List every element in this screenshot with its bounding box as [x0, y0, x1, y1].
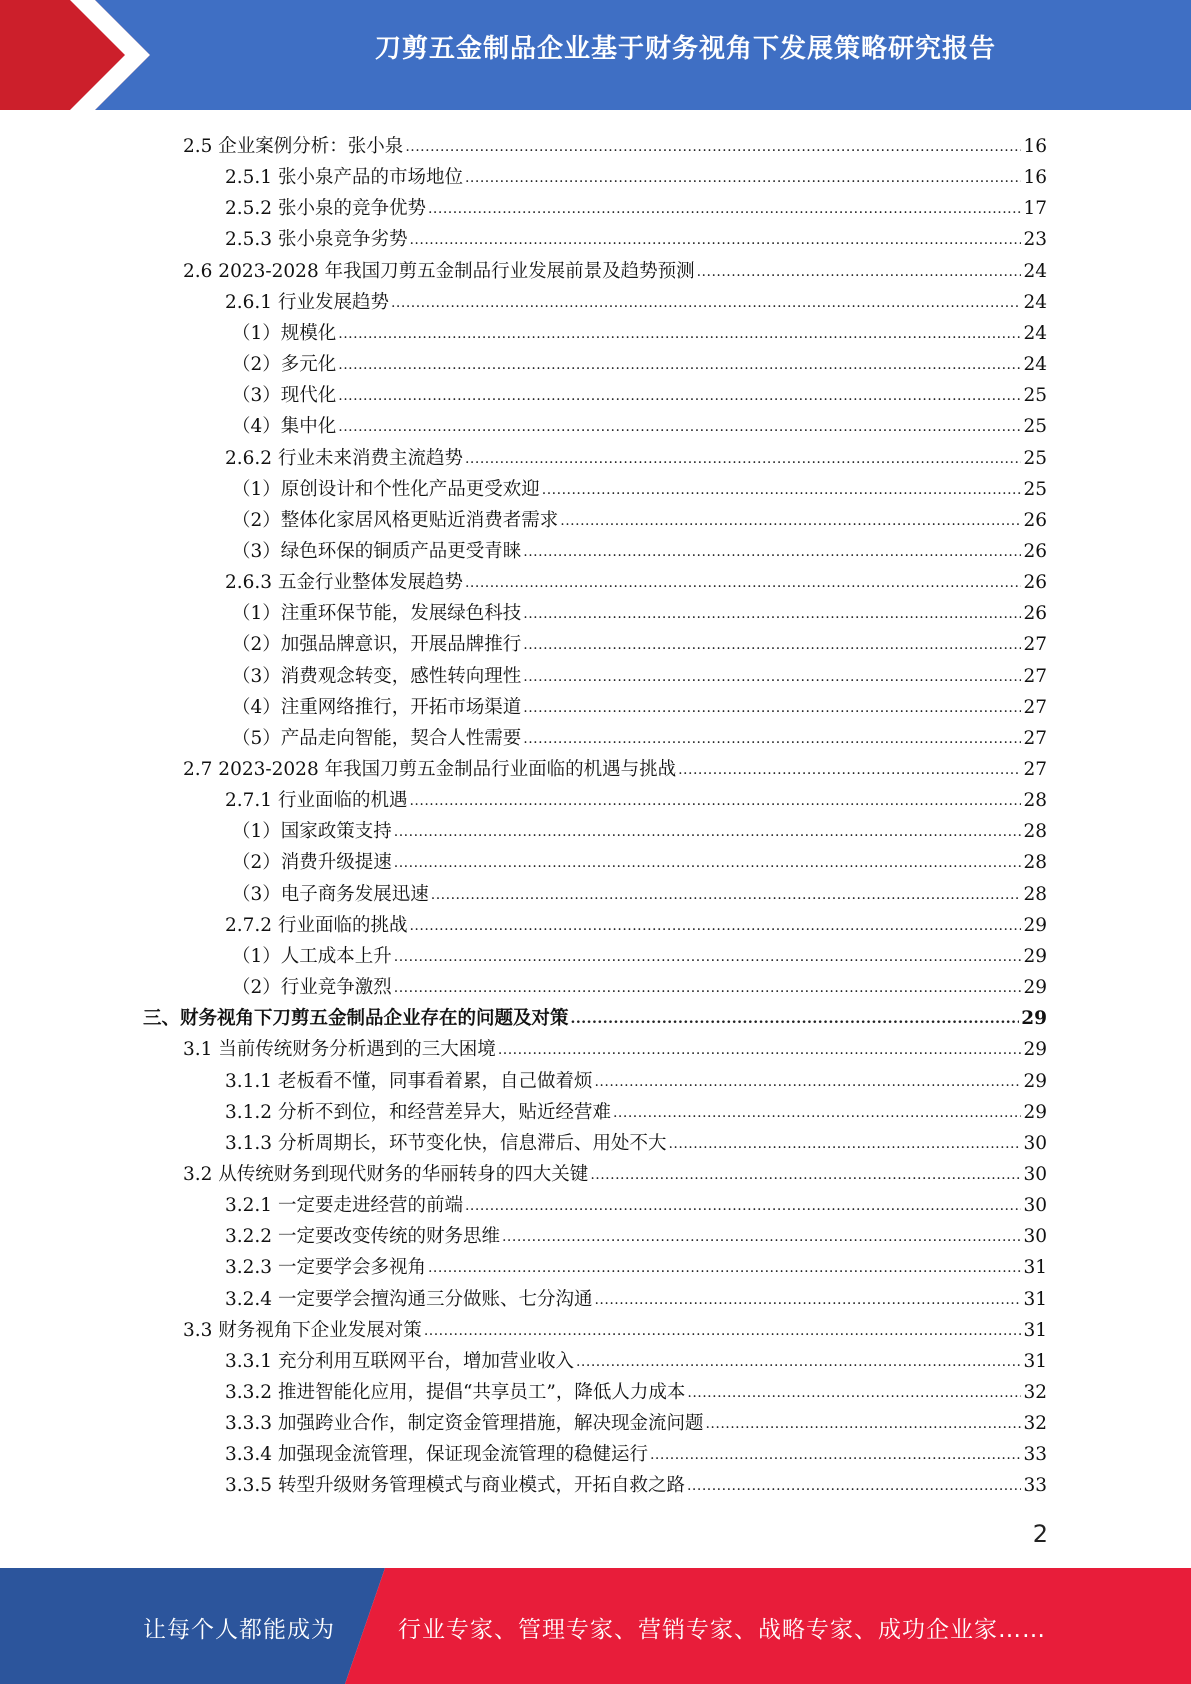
toc-entry[interactable] — [183, 253, 1047, 283]
toc-entry-page: 27 — [1023, 727, 1047, 749]
toc-entry[interactable] — [232, 533, 1047, 563]
toc-entry[interactable] — [225, 907, 1047, 937]
toc-leader-dots — [465, 451, 1021, 467]
toc-entry-page: 25 — [1023, 447, 1047, 469]
toc-entry[interactable] — [225, 564, 1047, 594]
toc-leader-dots — [394, 824, 1022, 840]
toc-entry[interactable] — [232, 377, 1047, 407]
toc-entry-page: 33 — [1023, 1444, 1047, 1466]
toc-entry[interactable] — [225, 221, 1047, 251]
toc-entry[interactable] — [225, 1467, 1047, 1497]
toc-leader-dots — [613, 1105, 1021, 1121]
toc-entry[interactable] — [183, 751, 1047, 781]
toc-leader-dots — [338, 357, 1021, 373]
toc-entry[interactable] — [225, 1094, 1047, 1124]
toc-entry-label: （4）注重网络推行，开拓市场渠道 — [232, 696, 522, 718]
toc-entry-label: 2.5.2 张小泉的竞争优势 — [225, 198, 426, 220]
toc-leader-dots — [678, 762, 1021, 778]
toc-leader-dots — [428, 201, 1021, 217]
toc-entry-label: 3.1.2 分析不到位，和经营差异大，贴近经营难 — [225, 1101, 611, 1123]
toc-leader-dots — [542, 482, 1022, 498]
toc-entry-label: 3.1.3 分析周期长，环节变化快，信息滞后、用处不大 — [225, 1132, 667, 1154]
toc-leader-dots — [560, 513, 1021, 529]
toc-entry[interactable] — [232, 502, 1047, 532]
toc-entry-page: 27 — [1023, 634, 1047, 656]
toc-entry[interactable] — [232, 626, 1047, 656]
toc-entry-label: 2.6.2 行业未来消费主流趋势 — [225, 447, 463, 469]
toc-leader-dots — [594, 1292, 1021, 1308]
toc-leader-dots — [523, 731, 1021, 747]
toc-entry-label: （2）多元化 — [232, 354, 337, 376]
toc-entry-page: 24 — [1023, 354, 1047, 376]
toc-leader-dots — [391, 295, 1021, 311]
toc-leader-dots — [338, 419, 1021, 435]
toc-entry[interactable] — [232, 844, 1047, 874]
toc-entry[interactable] — [232, 658, 1047, 688]
toc-entry-page: 26 — [1023, 509, 1047, 531]
toc-entry[interactable] — [232, 315, 1047, 345]
toc-entry-page: 16 — [1023, 167, 1047, 189]
toc-entry[interactable] — [225, 284, 1047, 314]
toc-entry-page: 28 — [1023, 883, 1047, 905]
toc-entry[interactable] — [183, 1156, 1047, 1186]
toc-entry-label: （3）电子商务发展迅速 — [232, 883, 429, 905]
toc-entry-label: 2.6.3 五金行业整体发展趋势 — [225, 572, 463, 594]
page-header — [0, 0, 1191, 110]
toc-entry-label: 2.6 2023-2028 年我国刀剪五金制品行业发展前景及趋势预测 — [183, 260, 695, 282]
toc-entry[interactable] — [232, 938, 1047, 968]
toc-entry[interactable] — [232, 471, 1047, 501]
toc-entry-label: 2.5.1 张小泉产品的市场地位 — [225, 167, 463, 189]
toc-entry-label: 3.2.3 一定要学会多视角 — [225, 1257, 426, 1279]
toc-entry-label: 2.7.1 行业面临的机遇 — [225, 790, 408, 812]
toc-entry-label: （2）消费升级提速 — [232, 852, 392, 874]
toc-leader-dots — [523, 606, 1021, 622]
toc-leader-dots — [409, 793, 1021, 809]
toc-entry[interactable] — [183, 1031, 1047, 1061]
toc-entry-page: 29 — [1023, 1101, 1047, 1123]
toc-entry-page: 30 — [1023, 1195, 1047, 1217]
toc-leader-dots — [687, 1478, 1021, 1494]
toc-entry-page: 29 — [1023, 945, 1047, 967]
toc-entry-label: 三、财务视角下刀剪五金制品企业存在的问题及对策 — [143, 1008, 569, 1030]
toc-leader-dots — [394, 855, 1022, 871]
toc-entry-page: 31 — [1023, 1350, 1047, 1372]
toc-entry-page: 29 — [1023, 914, 1047, 936]
toc-entry-page: 16 — [1023, 136, 1047, 157]
toc-entry[interactable] — [225, 1405, 1047, 1435]
toc-entry-page: 25 — [1023, 416, 1047, 438]
footer-slogan-right: 行业专家、管理专家、营销专家、战略专家、成功企业家…… — [398, 1617, 1046, 1643]
toc-entry[interactable] — [225, 1063, 1047, 1093]
toc-entry-page: 31 — [1023, 1288, 1047, 1310]
toc-entry-page: 29 — [1021, 1008, 1047, 1030]
toc-leader-dots — [705, 1416, 1021, 1432]
toc-leader-dots — [687, 1385, 1021, 1401]
toc-entry-label: 2.5.3 张小泉竞争劣势 — [225, 229, 408, 251]
toc-entry-label: （1）注重环保节能，发展绿色科技 — [232, 603, 522, 625]
toc-entry-label: （2）整体化家居风格更贴近消费者需求 — [232, 509, 559, 531]
toc-entry[interactable] — [232, 969, 1047, 999]
toc-entry-page: 32 — [1023, 1413, 1047, 1435]
toc-entry[interactable] — [225, 1436, 1047, 1466]
toc-entry[interactable] — [232, 595, 1047, 625]
toc-entry-page: 24 — [1023, 260, 1047, 282]
toc-entry[interactable] — [225, 1249, 1047, 1279]
toc-entry[interactable] — [225, 440, 1047, 470]
toc-entry-label: 3.3.3 加强跨业合作，制定资金管理措施，解决现金流问题 — [225, 1413, 704, 1435]
toc-entry[interactable] — [183, 128, 1047, 158]
toc-leader-dots — [523, 544, 1021, 560]
toc-leader-dots — [594, 1074, 1021, 1090]
toc-entry-label: （3）绿色环保的铜质产品更受青睐 — [232, 540, 522, 562]
toc-entry-page: 28 — [1023, 852, 1047, 874]
toc-entry-page: 27 — [1023, 759, 1047, 780]
toc-entry-label: 3.3.4 加强现金流管理，保证现金流管理的稳健运行 — [225, 1444, 648, 1466]
toc-leader-dots — [697, 264, 1022, 280]
toc-entry[interactable] — [225, 1281, 1047, 1311]
page-number: 2 — [1032, 1520, 1048, 1548]
toc-entry-label: （1）国家政策支持 — [232, 821, 392, 843]
toc-entry-page: 31 — [1023, 1319, 1047, 1341]
toc-entry-label: 3.2.2 一定要改变传统的财务思维 — [225, 1226, 500, 1248]
toc-entry[interactable] — [232, 346, 1047, 376]
toc-leader-dots — [409, 232, 1021, 248]
toc-entry[interactable] — [225, 1187, 1047, 1217]
toc-leader-dots — [465, 170, 1021, 186]
toc-leader-dots — [576, 1354, 1021, 1370]
toc-entry-label: （1）规模化 — [232, 322, 337, 344]
toc-leader-dots — [409, 918, 1021, 934]
toc-entry-page: 30 — [1023, 1132, 1047, 1154]
toc-entry-label: （5）产品走向智能，契合人性需要 — [232, 727, 522, 749]
toc-entry-page: 23 — [1023, 229, 1047, 251]
toc-entry-label: 3.3.5 转型升级财务管理模式与商业模式，开拓自救之路 — [225, 1475, 685, 1497]
toc-entry-label: （3）现代化 — [232, 385, 337, 407]
toc-entry-page: 17 — [1023, 198, 1047, 220]
toc-entry-page: 27 — [1023, 665, 1047, 687]
report-title: 刀剪五金制品企业基于财务视角下发展策略研究报告 — [374, 34, 996, 64]
toc-entry-label: 3.3.2 推进智能化应用，提倡“共享员工”，降低人力成本 — [225, 1382, 686, 1403]
toc-entry-page: 27 — [1023, 696, 1047, 718]
toc-leader-dots — [431, 887, 1022, 903]
toc-entry-page: 26 — [1023, 603, 1047, 625]
toc-entry[interactable] — [232, 720, 1047, 750]
toc-leader-dots — [498, 1042, 1022, 1058]
toc-entry-page: 26 — [1023, 572, 1047, 594]
toc-leader-dots — [590, 1167, 1021, 1183]
toc-entry-page: 28 — [1023, 821, 1047, 843]
toc-entry[interactable] — [143, 1000, 1047, 1030]
toc-leader-dots — [338, 388, 1021, 404]
toc-entry-page: 31 — [1023, 1257, 1047, 1279]
toc-entry-page: 25 — [1023, 385, 1047, 407]
toc-entry[interactable] — [225, 190, 1047, 220]
toc-leader-dots — [650, 1447, 1021, 1463]
toc-leader-dots — [338, 326, 1021, 342]
toc-entry-page: 24 — [1023, 322, 1047, 344]
toc-entry-page: 29 — [1023, 977, 1047, 999]
toc-entry-page: 26 — [1023, 540, 1047, 562]
toc-entry[interactable] — [232, 813, 1047, 843]
toc-entry-label: 3.1.1 老板看不懂，同事看着累，自己做着烦 — [225, 1070, 593, 1092]
toc-entry[interactable] — [225, 159, 1047, 189]
toc-leader-dots — [465, 575, 1021, 591]
toc-entry-label: 2.7.2 行业面临的挑战 — [225, 914, 408, 936]
toc-entry-label: 3.3.1 充分利用互联网平台，增加营业收入 — [225, 1350, 574, 1372]
toc-entry-label: （2）行业竞争激烈 — [232, 977, 392, 999]
toc-entry[interactable] — [232, 876, 1047, 906]
toc-entry[interactable] — [225, 782, 1047, 812]
toc-leader-dots — [523, 637, 1021, 653]
toc-entry-page: 33 — [1023, 1475, 1047, 1497]
toc-entry-label: 2.6.1 行业发展趋势 — [225, 291, 389, 313]
toc-leader-dots — [523, 700, 1021, 716]
toc-leader-dots — [405, 139, 1021, 155]
toc-entry-label: 3.3 财务视角下企业发展对策 — [183, 1319, 422, 1341]
toc-entry[interactable] — [225, 1218, 1047, 1248]
toc-entry-label: 3.1 当前传统财务分析遇到的三大困境 — [183, 1039, 496, 1061]
toc-entry-label: （4）集中化 — [232, 416, 337, 438]
toc-leader-dots — [424, 1323, 1022, 1339]
toc-leader-dots — [428, 1260, 1021, 1276]
toc-entry-page: 30 — [1023, 1163, 1047, 1185]
toc-entry-label: （2）加强品牌意识，开展品牌推行 — [232, 634, 522, 656]
toc-leader-dots — [394, 980, 1022, 996]
toc-entry[interactable] — [225, 1125, 1047, 1155]
toc-leader-dots — [465, 1198, 1021, 1214]
toc-entry-label: 3.2.1 一定要走进经营的前端 — [225, 1195, 463, 1217]
toc-leader-dots — [502, 1229, 1021, 1245]
toc-entry-label: 2.7 2023-2028 年我国刀剪五金制品行业面临的机遇与挑战 — [183, 759, 677, 780]
toc-entry-page: 32 — [1023, 1382, 1047, 1403]
toc-entry-label: 2.5 企业案例分析：张小泉 — [183, 136, 404, 157]
toc-entry-label: 3.2.4 一定要学会擅沟通三分做账、七分沟通 — [225, 1288, 593, 1310]
toc-entry-label: （1）原创设计和个性化产品更受欢迎 — [232, 478, 540, 500]
toc-entry-page: 29 — [1023, 1070, 1047, 1092]
toc-entry-page: 25 — [1023, 478, 1047, 500]
toc-leader-dots — [523, 669, 1021, 685]
toc-entry[interactable] — [232, 689, 1047, 719]
toc-entry-page: 24 — [1023, 291, 1047, 313]
toc-entry-page: 29 — [1023, 1039, 1047, 1061]
toc-leader-dots — [668, 1136, 1021, 1152]
toc-entry[interactable] — [183, 1312, 1047, 1342]
toc-entry[interactable] — [232, 408, 1047, 438]
footer-slogan-left: 让每个人都能成为 — [143, 1617, 335, 1643]
toc-entry[interactable] — [225, 1343, 1047, 1373]
toc-entry-label: 3.2 从传统财务到现代财务的华丽转身的四大关键 — [183, 1163, 589, 1185]
toc-entry-label: （1）人工成本上升 — [232, 945, 392, 967]
toc-entry-label: （3）消费观念转变，感性转向理性 — [232, 665, 522, 687]
toc-entry-page: 28 — [1023, 790, 1047, 812]
toc-leader-dots — [394, 949, 1022, 965]
toc-leader-dots — [571, 1011, 1020, 1027]
toc-entry-page: 30 — [1023, 1226, 1047, 1248]
toc-entry[interactable] — [225, 1374, 1047, 1404]
